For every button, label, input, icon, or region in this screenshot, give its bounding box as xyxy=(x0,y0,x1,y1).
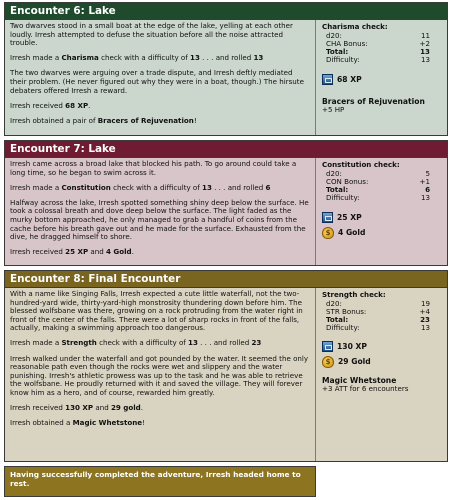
gold-reward: $ 4 Gold xyxy=(322,227,442,239)
check-title: Strength check: xyxy=(322,290,386,299)
story-paragraph: Irresh walked under the waterfall and got pounded by the water. It seemed the only reasonable path even though the rocks were wet and slippery and the water punishing. Irresh's athletic prowess was up to the task and he was able to retrieve the wolfsbane. He proudly returned with it and saved the village. They will forever know him as a hero, and of course, rewarded him greatly. xyxy=(10,353,309,397)
encounter-6-story xyxy=(5,20,316,135)
encounter-6-panel xyxy=(4,2,448,136)
story-paragraph: Two dwarves stood in a small boat at the edge of the lake, yelling at each other loudly. Irresh attempted to defuse the situation before all the noise attracted trouble. xyxy=(10,21,293,48)
encounter-8-panel xyxy=(4,270,448,462)
reward-line: Irresh received 25 XP and 4 Gold. xyxy=(10,247,134,257)
encounter-8-sidebar xyxy=(317,288,447,461)
xp-reward: 25 XP xyxy=(322,212,442,223)
item-effect: +5 HP xyxy=(322,104,345,114)
encounter-8-story xyxy=(5,288,316,461)
check-title: Constitution check: xyxy=(322,160,400,169)
encounter-8-title: Encounter 8: Final Encounter xyxy=(5,271,447,288)
check-table: d20: 11 CHA Bonus: +2 Total: 13 Difficulty: 13 xyxy=(326,31,430,64)
encounter-7-story xyxy=(5,158,316,265)
check-result-line: Irresh made a Strength check with a difficulty of 13 . . . and rolled 23 xyxy=(10,338,262,348)
item-line: Irresh obtained a Magic Whetstone! xyxy=(10,418,145,428)
story-paragraph: Irresh came across a broad lake that blocked his path. To go around could take a long time, so he began to swim across it. xyxy=(10,159,297,177)
check-result-line: Irresh made a Constitution check with a difficulty of 13 . . . and rolled 6 xyxy=(10,182,271,192)
item-name: Magic Whetstone xyxy=(322,375,397,385)
gold-bag-icon: $ xyxy=(322,356,334,368)
check-result-line: Irresh made a Charisma check with a difficulty of 13 . . . and rolled 13 xyxy=(10,53,264,63)
story-paragraph: With a name like Singing Falls, Irresh expected a cute little waterfall, not the two-hundred-yard wide, thirty-yard-high monstrosity thundering down before him. The blessed wolfsbane was there, growing on a rock protruding from the water right in front of the center of the falls. There were a lot of sharp rocks in front of the falls, actually, making a swimming approach too dangerous. xyxy=(10,289,303,333)
gold-bag-icon: $ xyxy=(322,227,334,239)
reward-line: Irresh received 130 XP and 29 gold. xyxy=(10,403,144,413)
story-paragraph: The two dwarves were arguing over a trade dispute, and Irresh deftly mediated their problem. (He never figured out why they were in a boat, though.) The hirsute debaters offered Irresh a reward. xyxy=(10,68,304,95)
encounter-6-sidebar xyxy=(317,20,447,135)
encounter-7-panel xyxy=(4,140,448,266)
story-paragraph: Halfway across the lake, Irresh spotted something shiny deep below the surface. He took a colossal breath and dove deep below the surface. The light faded as the murky bottom approached, he only managed to grab a handful of coins from the cache before his breath gave out and he made for the surface. Exhausted from the dive, he dragged himself to shore. xyxy=(10,197,309,242)
xp-icon xyxy=(322,74,333,85)
encounter-7-title: Encounter 7: Lake xyxy=(5,141,447,158)
adventure-summary: Having successfully completed the adventure, Irresh headed home to rest. xyxy=(4,466,316,497)
xp-icon xyxy=(322,341,333,352)
encounter-7-sidebar xyxy=(317,158,447,265)
check-table: d20: 19 STR Bonus: +4 Total: 23 Difficulty: 13 xyxy=(326,299,430,332)
encounter-6-title: Encounter 6: Lake xyxy=(5,3,447,20)
check-table: d20: 5 CON Bonus: +1 Total: 6 Difficulty: 13 xyxy=(326,169,430,202)
reward-line: Irresh received 68 XP. xyxy=(10,100,91,110)
xp-icon xyxy=(322,212,333,223)
xp-reward: 68 XP xyxy=(322,74,442,85)
gold-reward: $ 29 Gold xyxy=(322,356,442,368)
item-line: Irresh obtained a pair of Bracers of Rejuvenation! xyxy=(10,115,197,125)
item-name: Bracers of Rejuvenation xyxy=(322,96,425,106)
item-effect: +3 ATT for 6 encounters xyxy=(322,383,409,393)
xp-reward: 130 XP xyxy=(322,341,442,352)
check-title: Charisma check: xyxy=(322,22,388,31)
